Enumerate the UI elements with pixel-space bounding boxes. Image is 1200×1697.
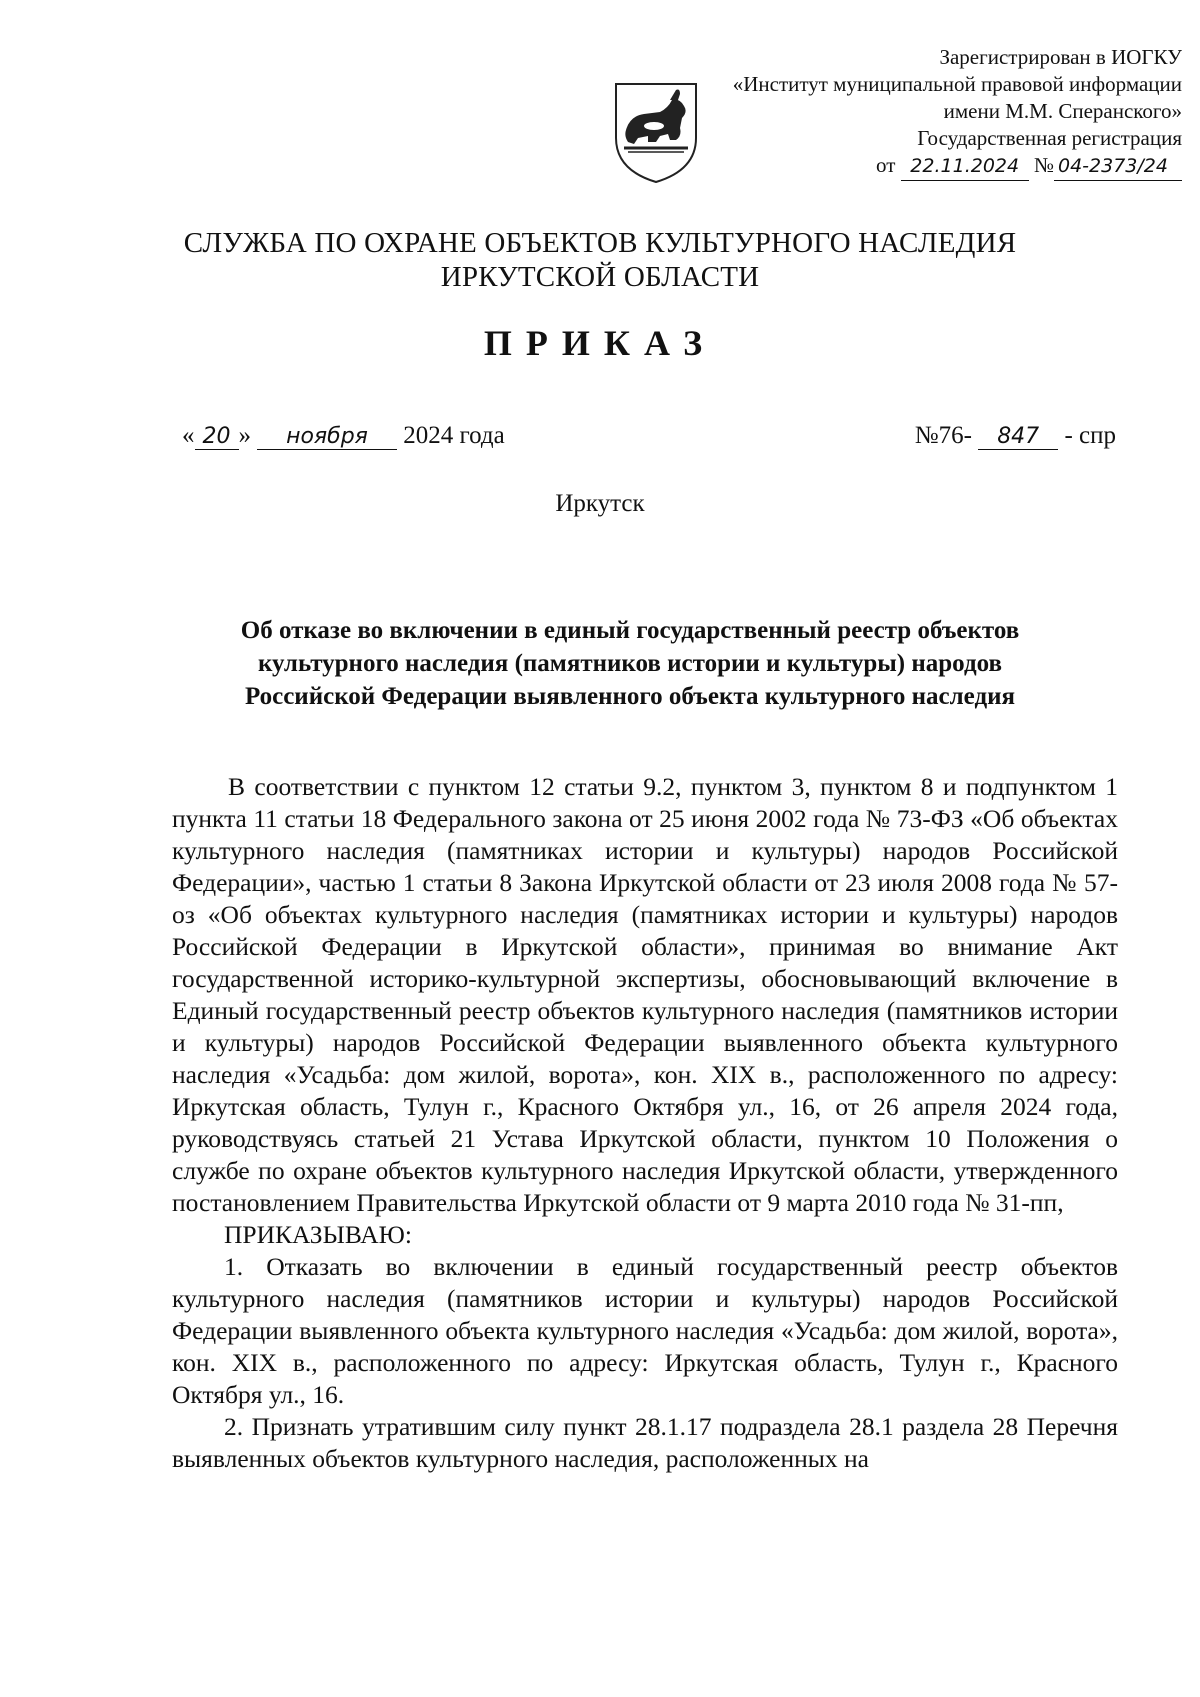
order-number-handwritten: 847 [978,424,1058,450]
subject-line-3: Российской Федерации выявленного объекта культурного наследия [244,683,1016,710]
order-word: ПРИКАЗЫВАЮ: [224,1220,412,1249]
registration-line-4: Государственная регистрация [917,126,1182,150]
organization-name-line-2: ИРКУТСКОЙ ОБЛАСТИ [440,261,760,293]
order-number [915,422,1116,450]
organization-name-line-1: СЛУЖБА ПО ОХРАНЕ ОБЪЕКТОВ КУЛЬТУРНОГО НАСЛЕДИЯ [183,227,1017,259]
document-type-title: ПРИКАЗ [483,323,717,363]
registration-line-1: Зарегистрирован в ИОГКУ [939,45,1182,69]
registration-from-label: от [876,153,896,177]
subject-line-2: культурного наследия (памятников истории и культуры) народов [257,650,1002,677]
preamble-paragraph: В соответствии с пунктом 12 статьи 9.2, пунктом 3, пунктом 8 и подпунктом 1 пункта 11 статьи 18 Федерального закона от 25 июня 2002 года № 73-ФЗ «Об объектах культурного наследия (памятниках истории и культуры) народов Российской Федерации», частью 1 статьи 8 Закона Иркутской области от 23 июля 2008 года № 57-оз «Об объектах культурного наследия (памятниках истории и культуры) народов Российской Федерации в Иркутской области», принимая во внимание Акт государственной историко-культурной экспертизы, обосновывающий включение в Единый государственный реестр объектов культурного наследия (памятников истории и культуры) народов Российской Федерации выявленного объекта культурного наследия «Усадьба: дом жилой, ворота», кон. XIX в., расположенного по адресу: Иркутская область, Тулун г., Красного Октября ул., 16, от 26 апреля 2024 года, руководствуясь статьей 21 Устава Иркутской области, пунктом 10 Положения о службе по охране объектов культурного наследия Иркутской области, утвержденного постановлением Правительства Иркутской области от 9 марта 2010 года № 31-пп, [172,772,1118,1217]
order-subject [150,614,1110,713]
registration-date-number-line [622,152,1182,181]
registration-number-label: № [1033,153,1054,177]
order-date [182,422,505,450]
registration-date: 22.11.2024 [901,153,1029,181]
order-number-suffix: - спр [1064,422,1116,449]
city-name: Иркутск [555,490,645,517]
order-number-prefix: №76- [914,422,972,449]
order-item-2: 2. Признать утратившим силу пункт 28.1.17 подраздела 28.1 раздела 28 Перечня выявленных объектов культурного наследия, расположенных на [172,1412,1118,1473]
order-item-1: 1. Отказать во включении в единый государственный реестр объектов культурного наследия (памятников истории и культуры) народов Российской Федерации выявленного объекта культурного наследия «Усадьба: дом жилой, ворота», кон. XIX в., расположенного по адресу: Иркутская область, Тулун г., Красного Октября ул., 16. [172,1252,1118,1409]
order-year: 2024 года [403,422,505,449]
registration-line-3: имени М.М. Сперанского» [943,99,1182,123]
subject-line-1: Об отказе во включении в единый государственный реестр объектов [240,617,1020,644]
registration-stamp [622,44,1182,181]
registration-number: 04-2373/24 [1054,153,1182,181]
registration-line-2: «Институт муниципальной правовой информации [732,72,1182,96]
organization-name [0,226,1200,294]
date-quote-open: « [182,422,195,449]
order-day: 20 [195,424,239,450]
order-body [172,771,1118,1475]
date-quote-close: » [238,422,251,449]
order-month: ноября [257,424,397,450]
